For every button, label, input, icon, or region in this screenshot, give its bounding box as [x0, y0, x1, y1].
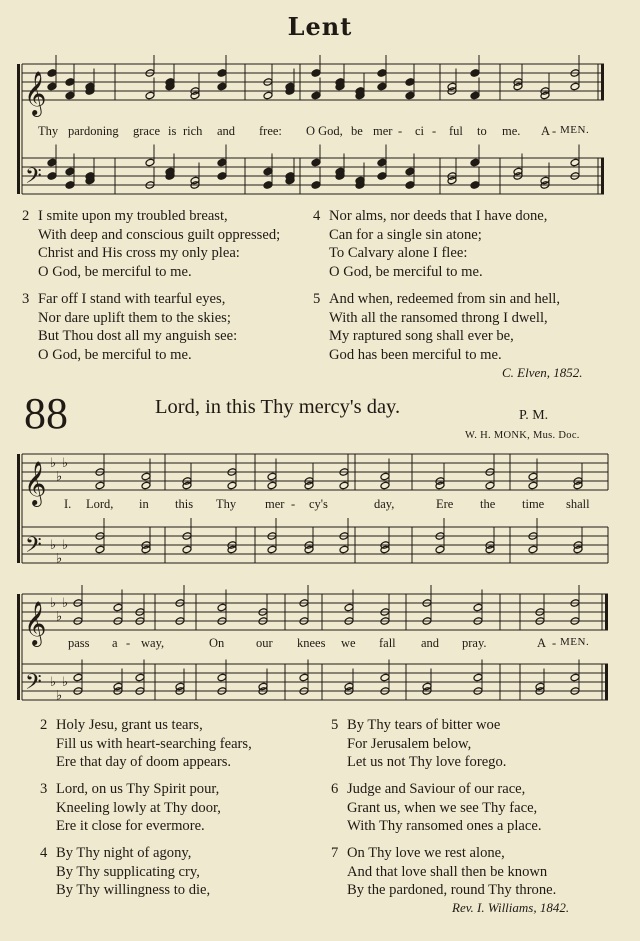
verse-line: With Thy ransomed ones a place.: [347, 818, 542, 835]
verse-line: With deep and conscious guilt oppressed;: [38, 226, 281, 243]
lyric-syllable: fall: [379, 636, 396, 650]
flat-sign-icon: ♭: [50, 537, 57, 552]
verse-line: O God, be merciful to me.: [38, 264, 192, 281]
verse-line: Fill us with heart-searching fears,: [56, 735, 252, 752]
note-head: [65, 78, 75, 87]
final-bar: [601, 158, 604, 194]
verse-line: For Jerusalem below,: [347, 735, 472, 752]
note-head: [570, 158, 580, 167]
flat-sign-icon: ♭: [62, 455, 69, 470]
verse-line: Far off I stand with tearful eyes,: [38, 291, 226, 307]
running-head: Lent: [287, 12, 353, 41]
note-head: [141, 472, 151, 481]
note-head: [473, 603, 483, 612]
treble-clef-icon: 𝄞: [24, 601, 47, 645]
treble-clef-icon: 𝄞: [24, 71, 47, 115]
hymn-title: Lord, in this Thy mercy's day.: [155, 396, 401, 418]
verse-number: 4: [40, 845, 48, 861]
lyric-syllable: cy's: [309, 497, 328, 511]
note-head: [182, 545, 192, 554]
note-head: [570, 673, 580, 682]
verse-line: On Thy love we rest alone,: [347, 845, 505, 861]
verse-number: 6: [331, 781, 339, 797]
note-head: [570, 82, 580, 91]
verse-line: With all the ransomed throng I dwell,: [329, 309, 548, 326]
lyric-syllable: MEN.: [560, 636, 590, 648]
note-head: [405, 91, 415, 100]
lyric-syllable: Thy: [38, 124, 59, 138]
lyric-syllable: way,: [141, 636, 165, 650]
lyric-syllable: -: [552, 636, 557, 650]
note-head: [528, 545, 538, 554]
hymn-number: 88: [24, 389, 68, 438]
note-head: [470, 69, 480, 78]
verse-number: 2: [40, 717, 48, 733]
verse-line: Can for a single sin atone;: [329, 226, 482, 243]
note-head: [65, 91, 75, 100]
lyric-syllable: rich: [183, 124, 203, 138]
lyric-syllable: and: [421, 636, 440, 650]
lyric-syllable: -: [291, 497, 296, 511]
hymn-87-verse: [313, 207, 548, 282]
note-head: [339, 545, 349, 554]
verse-line: Nor alms, nor deeds that I have done,: [329, 208, 548, 224]
lyric-syllable: is: [168, 124, 177, 138]
note-head: [135, 673, 145, 682]
system-brace: [17, 594, 20, 700]
flat-sign-icon: ♭: [62, 595, 69, 610]
hymn-87-verse: [22, 207, 281, 282]
verse-line: Let us not Thy love forego.: [347, 754, 507, 771]
flat-sign-icon: ♭: [56, 608, 63, 624]
note-head: [47, 172, 57, 181]
hymn-88-verse: [40, 716, 252, 772]
note-head: [113, 603, 123, 612]
lyric-syllable: Thy: [216, 497, 237, 511]
note-head: [141, 481, 151, 490]
note-head: [145, 158, 155, 167]
note-head: [377, 82, 387, 91]
note-head: [217, 673, 227, 682]
verse-number: 5: [331, 717, 339, 733]
verse-line: O God, be merciful to me.: [329, 264, 483, 281]
verse-line: Holy Jesu, grant us tears,: [56, 717, 203, 733]
lyric-syllable: pass: [68, 636, 90, 650]
verse-line: My raptured song shall ever be,: [329, 328, 514, 345]
flat-sign-icon: ♭: [56, 468, 63, 484]
verse-line: Kneeling lowly at Thy door,: [56, 799, 221, 816]
system-brace: [17, 454, 20, 563]
note-head: [263, 181, 273, 190]
lyric-syllable: I.: [64, 497, 72, 511]
lyric-syllable: Ere: [436, 497, 454, 511]
lyric-syllable: time: [522, 497, 545, 511]
flat-sign-icon: ♭: [50, 455, 57, 470]
system-brace: [17, 64, 20, 194]
lyric-syllable: ci: [415, 124, 425, 138]
verse-line: Grant us, when we see Thy face,: [347, 799, 538, 816]
note-head: [47, 82, 57, 91]
lyric-syllable: me.: [502, 124, 521, 138]
hymn-88-verse: [331, 844, 557, 900]
final-bar: [605, 594, 608, 630]
note-head: [470, 181, 480, 190]
note-head: [528, 481, 538, 490]
lyric-syllable: Lord,: [86, 497, 114, 511]
flat-sign-icon: ♭: [50, 674, 57, 689]
verse-line: Lord, on us Thy Spirit pour,: [56, 781, 220, 797]
hymn-meter: P. M.: [519, 408, 549, 423]
lyric-syllable: mer: [265, 497, 285, 511]
note-head: [473, 673, 483, 682]
note-head: [311, 91, 321, 100]
note-head: [528, 472, 538, 481]
lyric-syllable: knees: [297, 636, 326, 650]
note-head: [299, 673, 309, 682]
note-head: [435, 545, 445, 554]
lyric-syllable: O God,: [306, 124, 343, 138]
verse-number: 3: [22, 291, 30, 307]
hymn-88-author: Rev. I. Williams, 1842.: [452, 900, 570, 915]
flat-sign-icon: ♭: [56, 687, 63, 703]
note-head: [267, 472, 277, 481]
lyric-syllable: -: [552, 124, 557, 138]
verse-line: Ere that day of doom appears.: [56, 754, 232, 771]
note-head: [485, 481, 495, 490]
lyric-syllable: our: [256, 636, 273, 650]
verse-line: By Thy night of agony,: [56, 845, 192, 861]
verse-line: To Calvary alone I flee:: [329, 245, 468, 262]
verse-line: And that love shall then be known: [347, 863, 548, 880]
hymn-87-verse: [22, 290, 238, 365]
note-head: [267, 545, 277, 554]
verse-number: 3: [40, 781, 48, 797]
note-head: [470, 158, 480, 167]
hymn-87-verse: [313, 290, 560, 365]
note-head: [217, 158, 227, 167]
lyric-syllable: a: [112, 636, 118, 650]
treble-clef-icon: 𝄞: [24, 461, 47, 505]
note-head: [344, 603, 354, 612]
note-head: [47, 69, 57, 78]
note-head: [377, 69, 387, 78]
note-head: [227, 481, 237, 490]
note-head: [47, 158, 57, 167]
note-head: [405, 181, 415, 190]
flat-sign-icon: ♭: [56, 550, 63, 566]
note-head: [380, 481, 390, 490]
lyric-syllable: -: [432, 124, 437, 138]
lyric-syllable: mer: [373, 124, 393, 138]
lyric-syllable: be: [351, 124, 363, 138]
note-head: [311, 181, 321, 190]
note-head: [217, 172, 227, 181]
note-head: [380, 472, 390, 481]
lyric-syllable: the: [480, 497, 496, 511]
note-head: [73, 673, 83, 682]
lyric-syllable: pray.: [462, 636, 487, 650]
note-head: [263, 167, 273, 176]
final-bar: [605, 664, 608, 700]
tune-composer: W. H. MONK, Mus. Doc.: [465, 430, 580, 441]
note-head: [65, 181, 75, 190]
verse-line: But Thou dost all my anguish see:: [38, 328, 238, 345]
lyric-syllable: MEN.: [560, 124, 590, 136]
bass-clef-icon: 𝄢: [25, 533, 42, 563]
flat-sign-icon: ♭: [62, 537, 69, 552]
flat-sign-icon: ♭: [50, 595, 57, 610]
hymn-88-verse: [331, 780, 542, 836]
lyric-syllable: in: [139, 497, 149, 511]
verse-line: By Thy tears of bitter woe: [347, 717, 501, 733]
note-head: [339, 481, 349, 490]
note-head: [470, 91, 480, 100]
verse-line: And when, redeemed from sin and hell,: [329, 291, 560, 307]
verse-number: 7: [331, 845, 339, 861]
note-head: [405, 167, 415, 176]
lyric-syllable: A: [541, 124, 551, 138]
lyric-syllable: free:: [259, 124, 282, 138]
note-head: [311, 158, 321, 167]
note-head: [380, 673, 390, 682]
note-head: [217, 603, 227, 612]
lyric-syllable: -: [126, 636, 131, 650]
note-head: [65, 167, 75, 176]
note-head: [95, 545, 105, 554]
final-bar: [601, 64, 604, 100]
verse-number: 4: [313, 208, 321, 224]
verse-line: By the pardoned, round Thy throne.: [347, 882, 557, 899]
lyric-syllable: this: [175, 497, 194, 511]
note-head: [377, 172, 387, 181]
lyric-syllable: pardoning: [68, 124, 119, 138]
note-head: [217, 69, 227, 78]
note-head: [217, 82, 227, 91]
verse-line: God has been merciful to me.: [329, 347, 502, 364]
lyric-syllable: and: [217, 124, 236, 138]
lyric-syllable: On: [209, 636, 225, 650]
hymn-88-verse: [40, 844, 211, 900]
note-head: [95, 481, 105, 490]
note-head: [405, 78, 415, 87]
bass-clef-icon: 𝄢: [25, 670, 42, 700]
verse-number: 2: [22, 208, 30, 224]
lyric-syllable: -: [398, 124, 403, 138]
lyric-syllable: we: [341, 636, 356, 650]
verse-line: I smite upon my troubled breast,: [38, 208, 228, 224]
lyric-syllable: ful: [449, 124, 463, 138]
lyric-syllable: shall: [566, 497, 590, 511]
flat-sign-icon: ♭: [62, 674, 69, 689]
lyric-syllable: grace: [133, 124, 161, 138]
lyric-syllable: A: [537, 636, 547, 650]
verse-line: By Thy willingness to die,: [56, 882, 211, 899]
verse-line: By Thy supplicating cry,: [56, 863, 200, 880]
bass-clef-icon: 𝄢: [25, 164, 42, 194]
hymn-87-author: C. Elven, 1852.: [502, 365, 583, 380]
note-head: [311, 69, 321, 78]
hymn-88-verse: [331, 716, 507, 772]
lyric-syllable: day,: [374, 497, 395, 511]
verse-line: O God, be merciful to me.: [38, 347, 192, 364]
verse-line: Nor dare uplift them to the skies;: [38, 309, 231, 326]
verse-line: Ere it close for evermore.: [56, 818, 205, 835]
verse-number: 5: [313, 291, 321, 307]
note-head: [145, 91, 155, 100]
verse-line: Judge and Saviour of our race,: [347, 781, 526, 797]
note-head: [377, 158, 387, 167]
hymn-88-verse: [40, 780, 221, 836]
verse-line: Christ and His cross my only plea:: [38, 245, 240, 262]
lyric-syllable: to: [477, 124, 487, 138]
note-head: [263, 91, 273, 100]
note-head: [267, 481, 277, 490]
